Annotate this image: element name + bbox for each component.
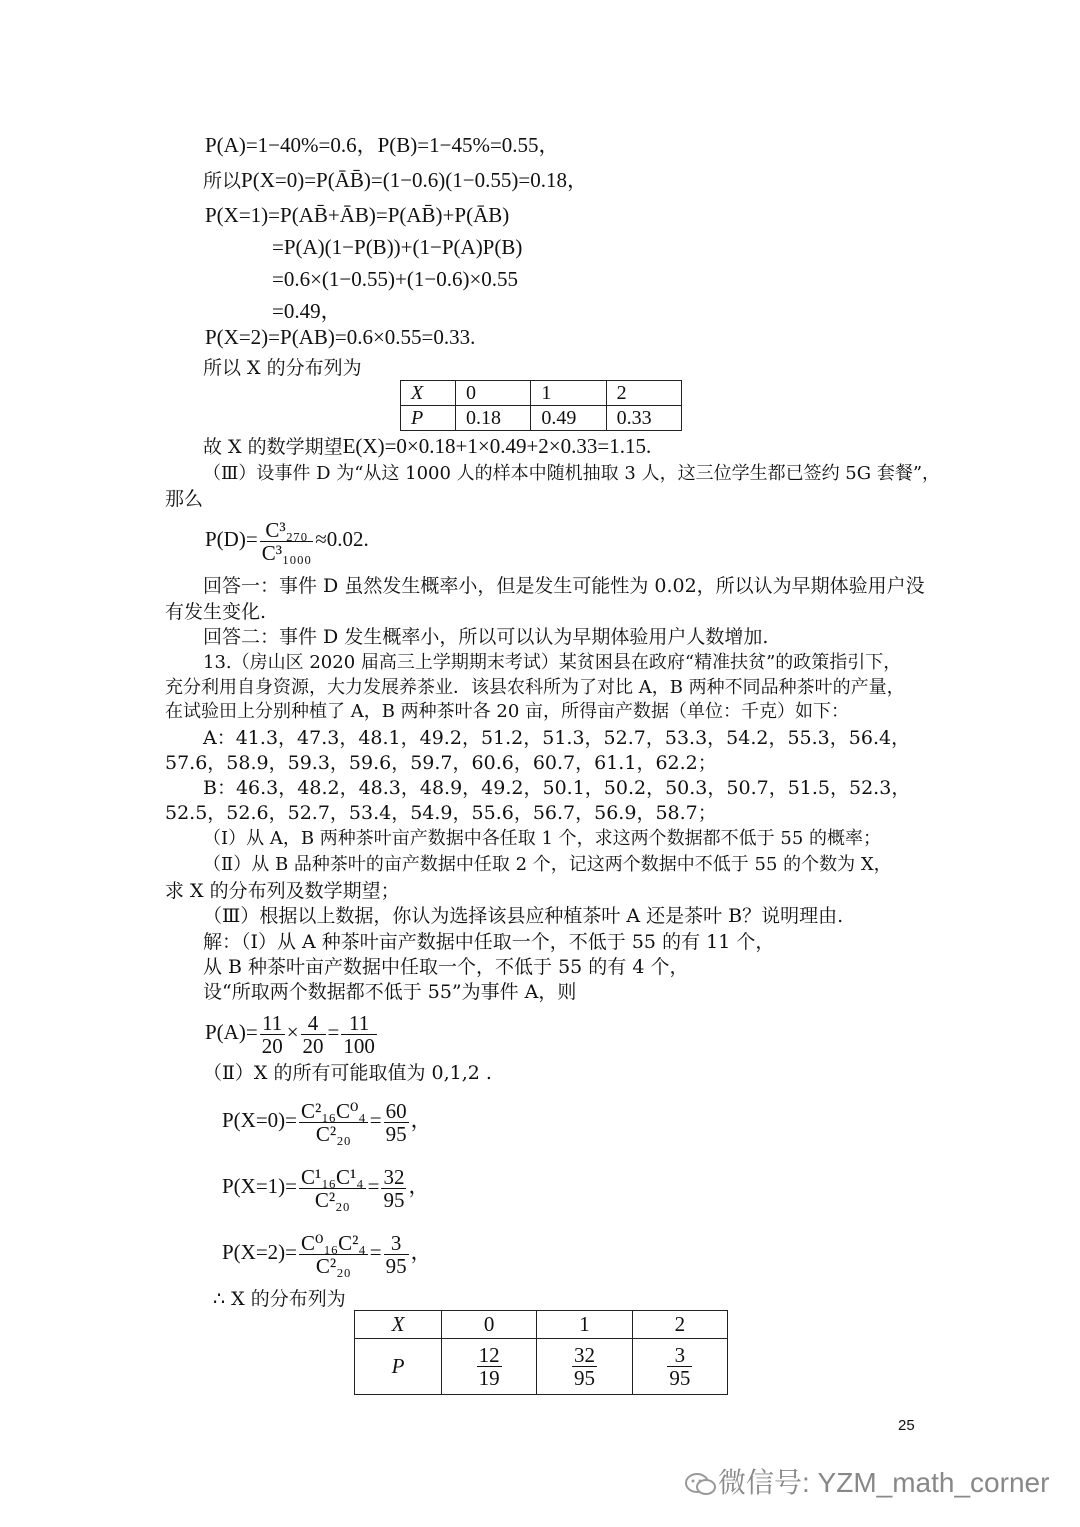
pa-frac-3	[341, 1012, 377, 1057]
p13-x2-lhs: P(X=2)=	[222, 1240, 298, 1264]
table2-p-1	[537, 1339, 632, 1395]
table2-x-2: 2	[632, 1311, 727, 1339]
problem13-line-3: 在试验田上分别种植了 A，B 两种茶叶各 20 亩，所得亩产数据（单位：千克）如下：	[165, 701, 850, 722]
pa-frac-3-num: 11	[341, 1012, 377, 1035]
table1-p-label: P	[401, 406, 456, 431]
px2-line: P(X=2)=P(AB)=0.6×0.55=0.33.	[205, 325, 476, 349]
pa-eq: =	[327, 1020, 340, 1044]
table1-x-1: 1	[531, 381, 606, 406]
table2-p-0-num: 12	[478, 1343, 500, 1367]
p13-x0-frac	[299, 1100, 368, 1145]
pa-frac-1-num: 11	[260, 1012, 285, 1035]
solution-step-3: 设“所取两个数据都不低于 55”为事件 A，则	[203, 981, 577, 1003]
question2-line-2: 求 X 的分布列及数学期望；	[165, 880, 400, 902]
pa-lhs: P(A)=	[205, 1020, 258, 1044]
table2-p-row	[355, 1339, 728, 1395]
p13-x1-rnum: 32	[383, 1164, 405, 1189]
p13-x0-end: ，	[410, 1108, 432, 1132]
p13-x1-lhs: P(X=1)=	[222, 1174, 298, 1198]
pa-frac-1-den: 20	[261, 1033, 283, 1058]
table2-p-0	[442, 1339, 537, 1395]
distribution-table-1	[400, 380, 682, 431]
table1-x-2: 2	[606, 381, 681, 406]
pd-formula	[205, 512, 369, 566]
p13-x0-rnum: 60	[385, 1098, 407, 1123]
table2-p-2	[632, 1339, 727, 1395]
p13-x2-num: C⁰₁₆C²₄	[301, 1230, 366, 1255]
watermark-text: 微信号: YZM_math_corner	[718, 1467, 1050, 1498]
data-b-line-1: B：46.3，48.2，48.3，48.9，49.2，50.1，50.2，50.3，50.7，51.5，52.3，	[203, 777, 911, 799]
p13-x2-formula	[222, 1224, 432, 1280]
p13-x0-num: C²₁₆C⁰₄	[301, 1098, 366, 1123]
data-b-line-2: 52.5，52.6，52.7，53.4，54.9，55.6，56.7，56.9，58.7；	[165, 802, 717, 824]
table1-x-0: 0	[456, 381, 531, 406]
distribution-table-2	[354, 1310, 728, 1395]
data-a-line-2: 57.6，58.9，59.3，59.6，59.7，60.6，60.7，61.1，62.2；	[165, 752, 717, 774]
solution-step-1: 解：（Ⅰ）从 A 种茶叶亩产数据中任取一个，不低于 55 的有 11 个，	[203, 931, 775, 953]
p13-x2-rnum: 3	[384, 1232, 409, 1255]
table1-p-0: 0.18	[456, 406, 531, 431]
px0-expr: P(X=0)=P(ĀB̄)=(1−0.6)(1−0.55)=0.18，	[241, 168, 588, 192]
table1-x-row	[401, 381, 682, 406]
p13-x1-den: C²₂₀	[314, 1187, 350, 1212]
p13-x0-eq: =	[369, 1108, 382, 1132]
px0-prefix: 所以	[203, 170, 242, 192]
p13-x1-num: C¹₁₆C¹₄	[301, 1164, 364, 1189]
answer2-line: 回答二：事件 D 发生概率小，所以可以认为早期体验用户人数增加.	[203, 626, 769, 648]
dist-intro-1: 所以 X 的分布列为	[203, 357, 362, 379]
pa-frac-2-den: 20	[302, 1033, 324, 1058]
table1-p-1: 0.49	[531, 406, 606, 431]
table2-p-1-den: 95	[573, 1366, 595, 1390]
table2-p-label: P	[355, 1339, 442, 1395]
px1-line-2: =P(A)(1−P(B))+(1−P(A)P(B)	[272, 235, 523, 259]
expectation-line	[203, 434, 651, 459]
answer1-line-1: 回答一：事件 D 虽然发生概率小，但是发生可能性为 0.02，所以认为早期体验用户没	[203, 575, 925, 597]
dist-intro-2: ∴ X 的分布列为	[213, 1288, 346, 1310]
p13-x1-end: ，	[408, 1174, 430, 1198]
pd-denominator: C³₁₀₀₀	[261, 540, 312, 565]
p13-x0-lhs: P(X=0)=	[222, 1108, 298, 1132]
pa-times: ×	[286, 1020, 299, 1044]
table2-x-1: 1	[537, 1311, 632, 1339]
px1-line-4: =0.49，	[272, 299, 342, 323]
table2-x-row	[355, 1311, 728, 1339]
table1-p-2: 0.33	[606, 406, 681, 431]
table1-x-label: X	[401, 381, 456, 406]
page-number: 25	[898, 1417, 915, 1434]
pd-rhs: ≈0.02.	[315, 527, 369, 551]
p13-x0-den: C²₂₀	[315, 1121, 351, 1146]
p13-x2-rden: 95	[385, 1253, 407, 1278]
p13-x1-result	[381, 1166, 406, 1211]
question2-line-1: （Ⅱ）从 B 品种茶叶的亩产数据中任取 2 个，记这两个数据中不低于 55 的个数为 X，	[203, 854, 892, 875]
part3-intro-1: （Ⅲ）设事件 D 为“从这 1000 人的样本中随机抽取 3 人，这三位学生都已签约 5G 套餐”，	[203, 463, 941, 484]
pd-numerator: C³₂₇₀	[260, 519, 314, 542]
table2-p-1-num: 32	[573, 1343, 595, 1367]
question3: （Ⅲ）根据以上数据，你认为选择该县应种植茶叶 A 还是茶叶 B？说明理由.	[203, 905, 844, 927]
p13-x0-result	[384, 1100, 409, 1145]
table2-p-2-num: 3	[667, 1344, 692, 1367]
pd-fraction	[260, 519, 314, 564]
p13-x1-rden: 95	[383, 1187, 405, 1212]
table2-x-0: 0	[442, 1311, 537, 1339]
px1-line-1: P(X=1)=P(AB̄+ĀB)=P(AB̄)+P(ĀB)	[205, 203, 510, 227]
pa-frac-2	[301, 1012, 326, 1057]
p13-x2-end: ，	[410, 1240, 432, 1264]
p13-x1-eq: =	[367, 1174, 380, 1198]
pa-formula	[205, 1004, 379, 1060]
data-a-line-1: A：41.3，47.3，48.1，49.2，51.2，51.3，52.7，53.3，54.2，55.3，56.4，	[203, 727, 911, 749]
solution-step-4: （Ⅱ）X 的所有可能取值为 0,1,2 .	[203, 1062, 492, 1084]
expectation-expr: E(X)=0×0.18+1×0.49+2×0.33=1.15.	[342, 434, 652, 458]
pa-frac-3-den: 100	[343, 1033, 375, 1058]
answer1-line-2: 有发生变化.	[165, 601, 267, 623]
problem13-line-1: 13.（房山区 2020 届高三上学期期末考试）某贫困县在政府“精准扶贫”的政策指引下，	[203, 652, 902, 673]
wechat-icon	[684, 1471, 718, 1499]
p13-x2-eq: =	[369, 1240, 382, 1264]
p13-x2-result	[384, 1232, 409, 1277]
p13-x0-rden: 95	[385, 1121, 407, 1146]
pd-lhs: P(D)=	[205, 527, 258, 551]
table1-p-row	[401, 406, 682, 431]
p13-x2-den: C²₂₀	[315, 1253, 351, 1278]
pa-frac-1	[260, 1012, 285, 1057]
p13-x1-formula	[222, 1158, 429, 1214]
watermark	[684, 1461, 1049, 1501]
px1-line-3: =0.6×(1−0.55)+(1−0.6)×0.55	[272, 267, 519, 291]
solution-step-2: 从 B 种茶叶亩产数据中任取一个，不低于 55 的有 4 个，	[203, 956, 689, 978]
p13-x2-frac	[299, 1232, 368, 1277]
table2-p-2-den: 95	[669, 1366, 691, 1390]
question1: （Ⅰ）从 A，B 两种茶叶亩产数据中各任取 1 个，求这两个数据都不低于 55 的概率；	[203, 828, 882, 849]
p13-x1-frac	[299, 1166, 366, 1211]
table2-p-0-den: 19	[478, 1366, 500, 1390]
pa-frac-2-num: 4	[301, 1012, 326, 1035]
p13-x0-formula	[222, 1092, 432, 1148]
px0-line	[203, 168, 588, 193]
pa-pb-line: P(A)=1−40%=0.6，P(B)=1−45%=0.55，	[205, 133, 560, 157]
problem13-line-2: 充分利用自身资源，大力发展养茶业．该县农科所为了对比 A，B 两种不同品种茶叶的产量，	[165, 677, 905, 698]
expectation-prefix: 故 X 的数学期望	[203, 436, 343, 458]
part3-intro-2: 那么	[165, 488, 204, 510]
table2-x-label: X	[355, 1311, 442, 1339]
